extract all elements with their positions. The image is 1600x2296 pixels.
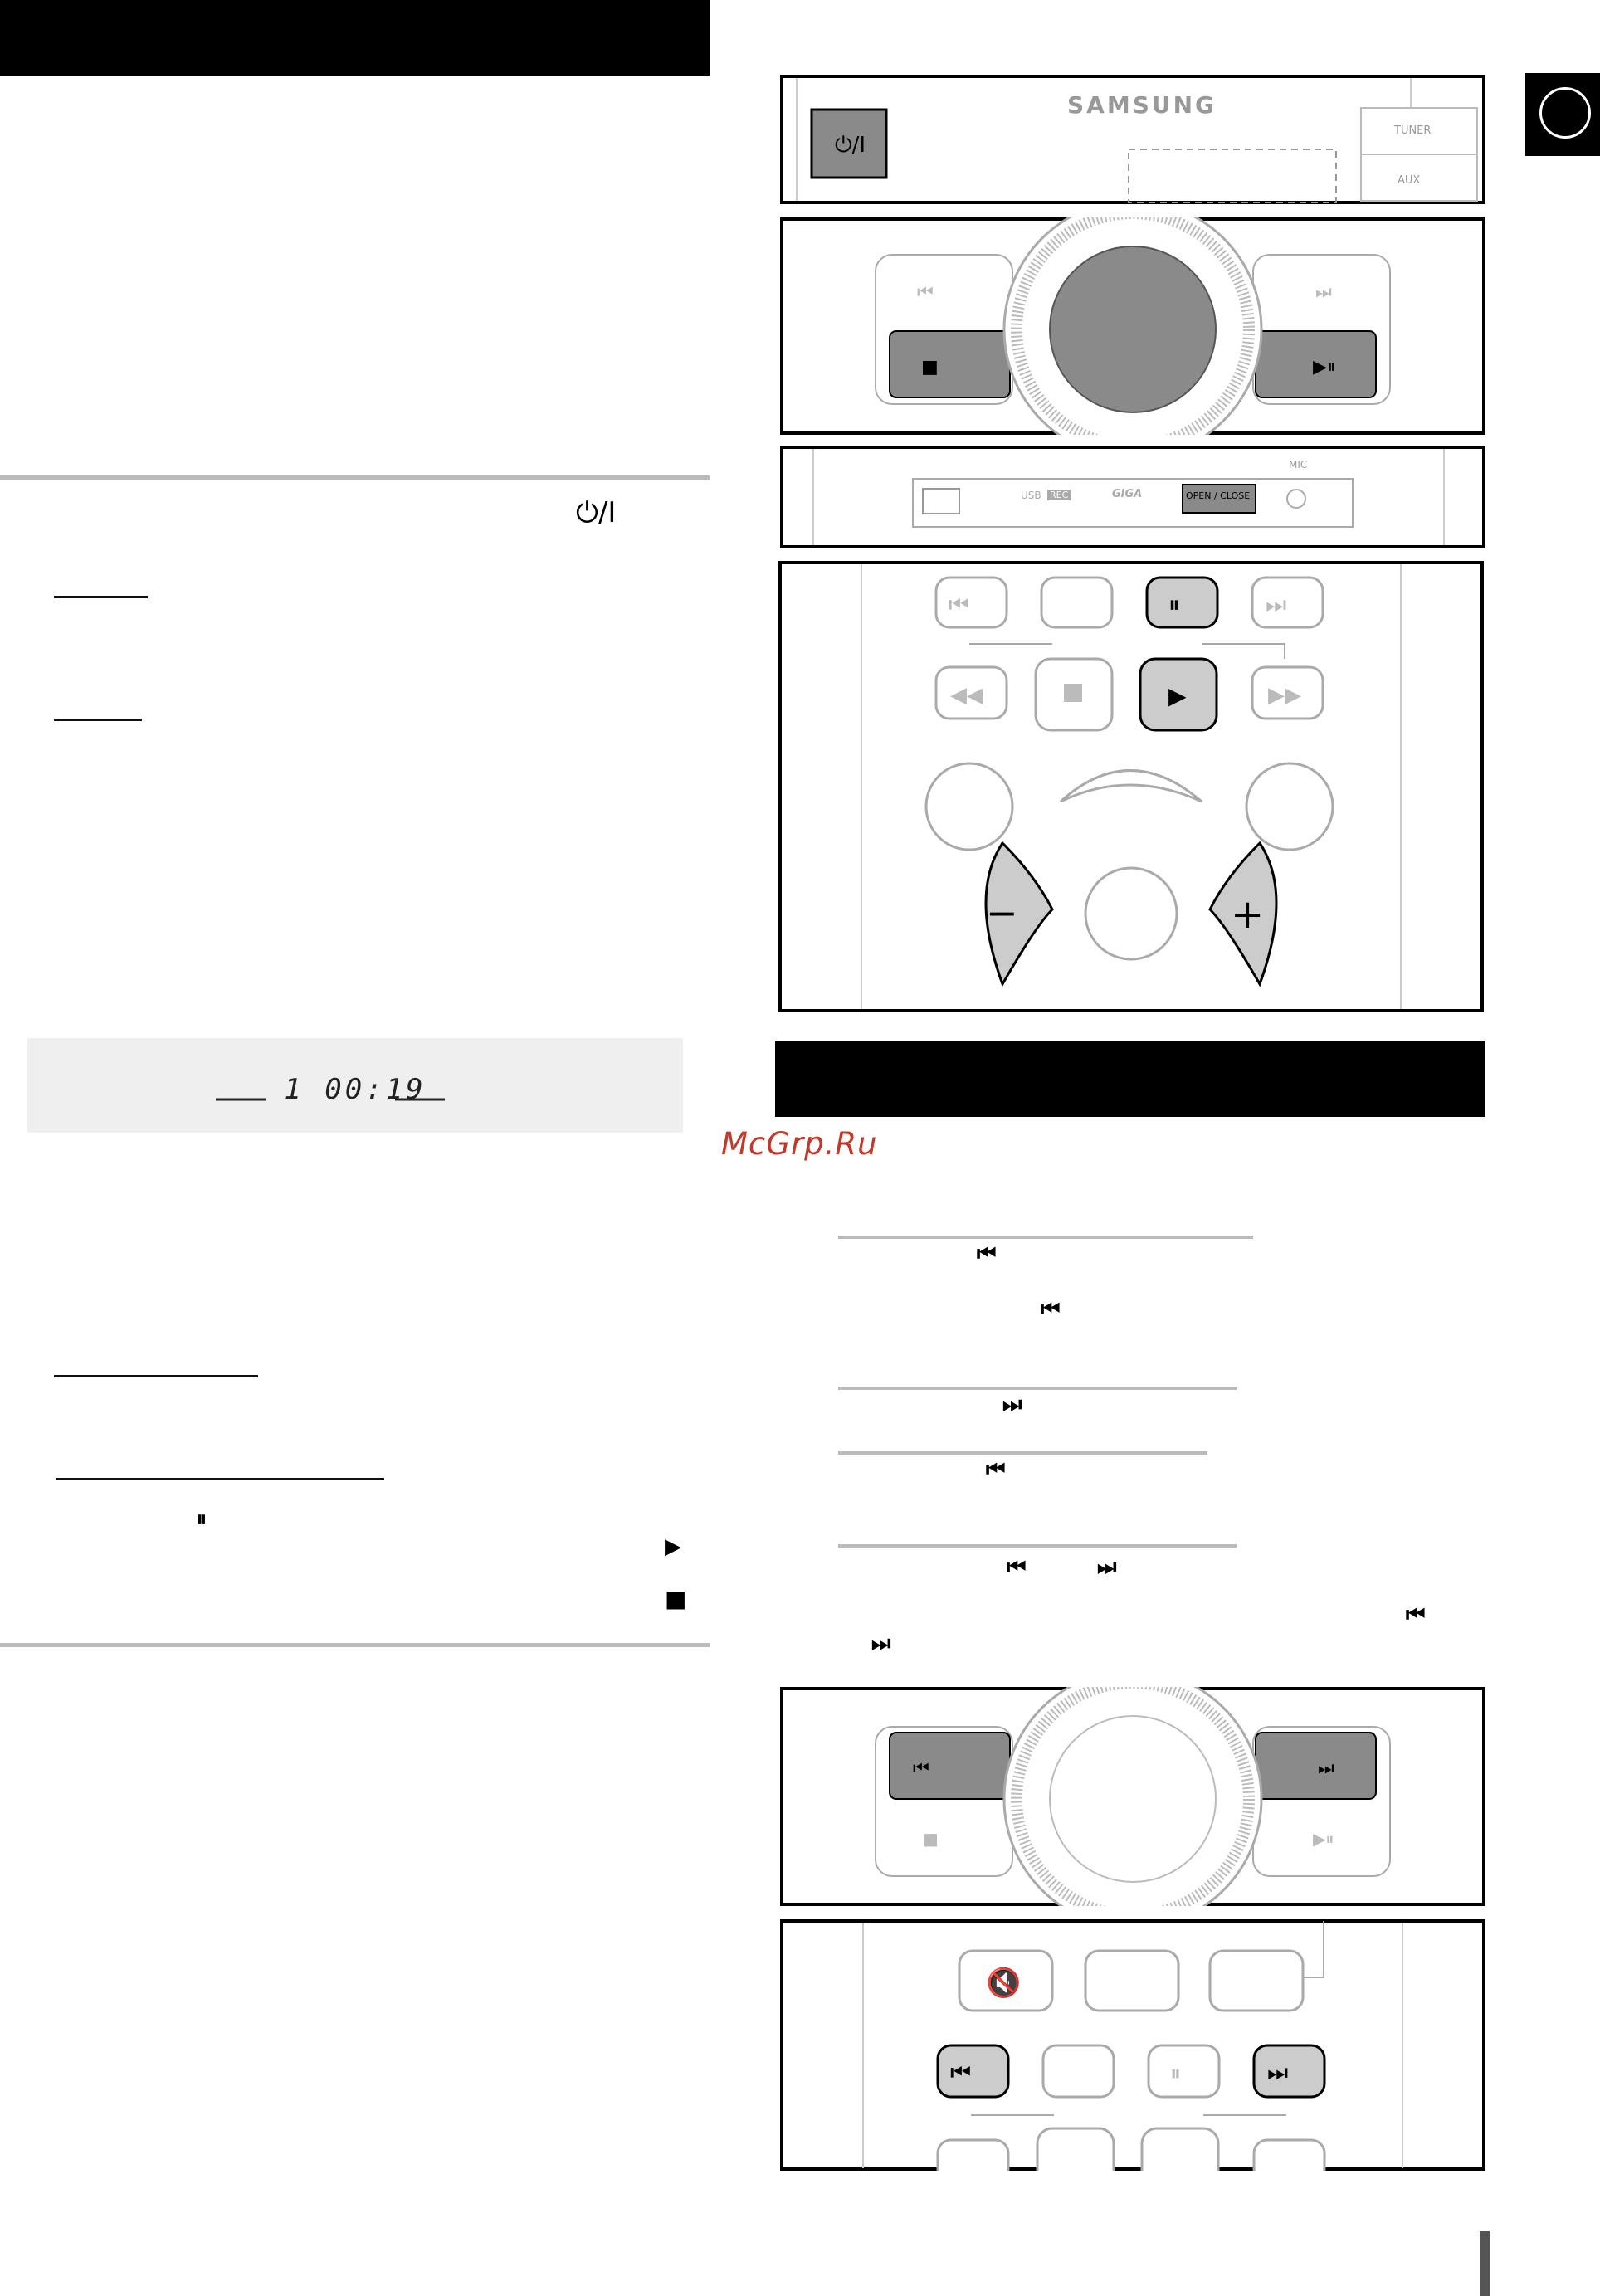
skip-forward-icon: ⏭ xyxy=(1002,1392,1022,1417)
mic-label: MIC xyxy=(1289,459,1308,470)
svg-text:⏮: ⏮ xyxy=(949,591,970,618)
watermark: McGrp.Ru xyxy=(721,1126,878,1162)
svg-text:⏮: ⏮ xyxy=(913,1758,929,1779)
aux-label: AUX xyxy=(1398,174,1421,187)
svg-text:🔇: 🔇 xyxy=(986,1967,1022,2000)
language-tab xyxy=(1525,73,1600,156)
skip-back-icon: ⏮ xyxy=(977,1241,997,1266)
divider xyxy=(838,1544,1237,1548)
svg-text:▶⏸: ▶⏸ xyxy=(1313,357,1336,378)
lcd-readout: 1 00:19 xyxy=(284,1073,427,1106)
section-header-bar-2 xyxy=(775,1041,1485,1117)
underline-heading-2 xyxy=(54,719,142,721)
svg-text:⏸: ⏸ xyxy=(1168,591,1181,618)
language-circle-icon xyxy=(1539,87,1591,139)
stop-icon: ■ xyxy=(665,1585,687,1612)
divider xyxy=(838,1451,1207,1455)
jog-dial-skip-figure xyxy=(780,1687,1485,1906)
giga-label: GIGA xyxy=(1112,488,1143,500)
skip-back-icon: ⏮ xyxy=(1041,1297,1061,1322)
divider xyxy=(838,1387,1237,1390)
svg-text:▶: ▶ xyxy=(1168,682,1187,709)
open-close-label: OPEN / CLOSE xyxy=(1186,490,1251,501)
divider xyxy=(838,1236,1253,1239)
skip-forward-icon: ⏭ xyxy=(1097,1555,1117,1580)
usb-label: USB xyxy=(1021,490,1041,501)
svg-text:■: ■ xyxy=(923,1829,939,1849)
svg-text:◀◀: ◀◀ xyxy=(950,683,983,708)
skip-back-icon: ⏮ xyxy=(986,1457,1006,1482)
svg-text:⏭: ⏭ xyxy=(1267,2059,1289,2086)
underline-heading-1 xyxy=(54,596,148,598)
divider xyxy=(0,475,710,480)
skip-back-icon: ⏮ xyxy=(1406,1602,1426,1627)
svg-text:⏭: ⏭ xyxy=(1315,282,1332,303)
brand-logo: SAMSUNG xyxy=(1067,91,1217,119)
svg-text:−: − xyxy=(986,890,1018,935)
divider xyxy=(0,1643,710,1647)
svg-text:▶▶: ▶▶ xyxy=(1268,683,1301,708)
svg-text:▶⏸: ▶⏸ xyxy=(1313,1829,1334,1849)
remote-skip-figure xyxy=(780,1919,1485,2171)
remote-control-figure xyxy=(778,561,1484,1012)
lcd-display-panel xyxy=(27,1038,683,1133)
play-icon: ▶ xyxy=(665,1534,681,1559)
skip-back-icon: ⏮ xyxy=(1007,1555,1027,1580)
underline-heading-4 xyxy=(56,1478,384,1480)
svg-text:⏭: ⏭ xyxy=(1318,1758,1334,1779)
rec-label: REC xyxy=(1047,490,1071,500)
skip-forward-icon: ⏭ xyxy=(871,1631,891,1656)
svg-text:⏮: ⏮ xyxy=(950,2059,972,2086)
svg-text:⏭: ⏭ xyxy=(1266,591,1287,618)
svg-text:+: + xyxy=(1231,891,1265,938)
power-icon: ⏻/I xyxy=(576,496,617,529)
page-edge-bar xyxy=(1480,2231,1490,2296)
svg-text:■: ■ xyxy=(921,357,939,378)
svg-text:⏸: ⏸ xyxy=(1170,2061,1182,2086)
pause-icon: ⏸ xyxy=(196,1507,207,1532)
power-button-label: ⏻/I xyxy=(835,133,866,158)
svg-text:⏮: ⏮ xyxy=(917,282,934,303)
underline-heading-3 xyxy=(54,1375,258,1377)
jog-dial-figure xyxy=(780,217,1485,435)
tuner-label: TUNER xyxy=(1394,124,1432,137)
section-header-bar xyxy=(0,0,710,76)
